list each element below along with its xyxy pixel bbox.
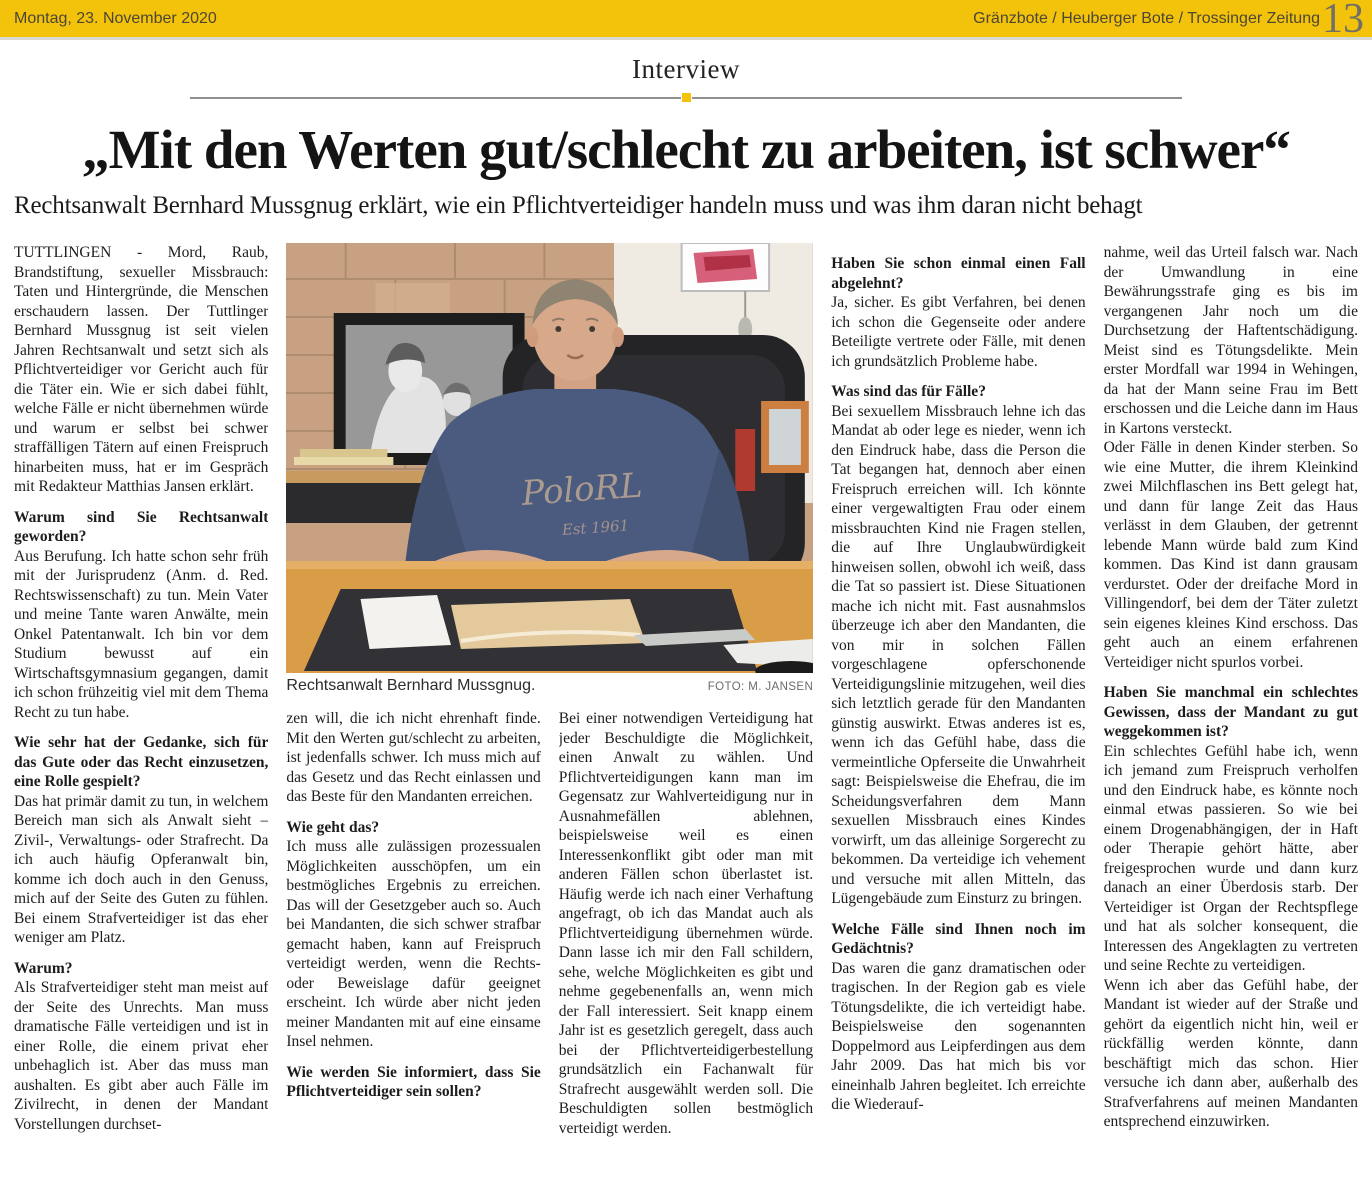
- interview-question: Wie werden Sie informiert, dass Sie Pflichtverteidiger sein sollen?: [286, 1063, 541, 1100]
- article-column-2: [286, 709, 540, 1175]
- page-number: 13: [1322, 0, 1364, 42]
- article-column-5: [1104, 243, 1358, 1175]
- file-folder: [451, 599, 646, 649]
- wall-artwork: [682, 243, 769, 291]
- shirt-print-main: PoloRL: [520, 465, 644, 514]
- kicker-block: [0, 54, 1372, 101]
- desk: [286, 561, 813, 673]
- interview-question: Wie sehr hat der Gedanke, sich für das Gute oder das Recht einzusetzen, eine Rolle gespielt?: [14, 734, 269, 790]
- interview-answer: Als Strafverteidiger steht man meist auf der Seite des Unrechts. Man muss dramatische Fälle verteidigen und ist in einer Rolle, die einem privat eher unbehaglich ist. Aber das muss man aushalten. Es gibt aber auch Fälle im Zivilrecht, in denen der Mandant Vorstellungen durchset-: [14, 979, 269, 1133]
- interview-answer: Ja, sicher. Es gibt Verfahren, bei denen ich schon die Gegenseite oder andere Beteiligte vertrete oder Fälle, mit denen ich grundsätzlich Probleme habe.: [831, 294, 1086, 370]
- article-column-1: [14, 243, 268, 1175]
- interview-answer: Ich muss alle zulässigen prozessualen Möglichkeiten ausschöpfen, um ein bestmögliches Ergebnis zu erreichen. Das will der Gesetzgeber auch so. Auch bei Mandanten, die sich schwer strafbar gemacht haben, kann auf Freispruch verteidigt werden, wenn die Rechts- oder Beweislage dafür geeignet erscheint. Ich würde aber nicht jeden meiner Mandanten mit auf eine einsame Insel nehmen.: [286, 838, 541, 1050]
- article-deck: Rechtsanwalt Bernhard Mussgnug erklärt, wie ein Pflichtverteidiger handeln muss und was ihm daran nicht behagt: [14, 192, 1143, 219]
- interview-answer: Wenn ich aber das Gefühl habe, der Mandant ist wieder auf der Straße und gehört da eigentlich nicht hin, weil er rückfällig werden könnte, dann beschäftigt mich das schon. Hier versuche ich dann aber, außerhalb des Strafverfahrens auf meinen Mandanten entsprechend einzuwirken.: [1103, 976, 1358, 1130]
- interview-answer: Das hat primär damit zu tun, in welchem Bereich man sich als Anwalt sieht – Zivil-, Verwaltungs- oder Strafrecht. Da ich auch häufig Opferanwalt bin, komme ich doch auch in den Genuss, mich auf der Seite des Guten zu fühlen. Bei einem Strafverteidiger ist das eher weniger am Platz.: [14, 792, 269, 946]
- interview-answer: Bei einer notwendigen Verteidigung hat jeder Beschuldigte die Möglichkeit, einen Anwalt zu wählen. Und Pflichtverteidigungen kann man im Gegensatz zur Wahlverteidigung nur in Ausnahmefällen ablehnen, beispielsweise weil es einen Interessenkonflikt gibt oder man mit anderen Fällen schon überlastet ist. Häufig werde ich nach einer Verhaftung angefragt, ob ich das Mandat auch als Pflichtverteidigung übernehmen würde. Dann lasse ich mir den Fall schildern, sehe, welche Möglichkeiten es gibt und nehme gegebenenfalls an, wenn mich der Fall interessiert. Seit knapp einem Jahr ist es gesetzlich geregelt, dass auch bei der Pflichtverteidigerbestellung grundsätzlich ein Fachanwalt für Strafrecht ausgewählt werden soll. Die Beschuldigten sollen bestmöglich verteidigt werden.: [558, 710, 814, 1137]
- kicker-accent-dot: [681, 92, 692, 103]
- masthead-bar: [0, 0, 1372, 40]
- photo-illustration: [286, 243, 813, 673]
- interview-question: Welche Fälle sind Ihnen noch im Gedächtnis?: [831, 920, 1086, 957]
- interview-question: Haben Sie schon einmal einen Fall abgelehnt?: [831, 255, 1086, 292]
- interview-answer: zen will, die ich nicht ehrenhaft finde. Mit den Werten gut/schlecht zu arbeiten, ist jedenfalls schwer. Ich muss mich auf das Gesetz und das Recht einlassen und das Beste für den Mandanten erreichen.: [286, 710, 541, 805]
- interview-answer: Aus Berufung. Ich hatte schon sehr früh mit der Jurisprudenz (Anm. d. Red. Rechtswissenschaft) zu tun. Mein Vater und meine Tante waren Anwälte, mein Onkel Patentanwalt. Ich bin vor dem Studium bewusst auf ein Wirtschaftsgymnasium gegangen, damit ich schon frühzeitig viel mit dem Thema Recht zu tun habe.: [14, 547, 269, 721]
- interview-question: Haben Sie manchmal ein schlechtes Gewissen, dass der Mandant zu gut weggekommen ist?: [1103, 684, 1358, 740]
- kicker-label: Interview: [632, 54, 740, 84]
- article-headline: „Mit den Werten gut/schlecht zu arbeiten, ist schwer“: [82, 119, 1290, 180]
- article-photo: [286, 243, 813, 695]
- interview-question: Wie geht das?: [286, 818, 380, 836]
- interview-question: Warum?: [14, 959, 73, 977]
- papers-left: [361, 595, 451, 649]
- shirt-print-sub: Est 1961: [561, 516, 630, 540]
- interview-answer: Oder Fälle in denen Kinder sterben. So wie eine Mutter, die ihrem Kleinkind zwei Milchflaschen ins Bett gelegt hat, und dann für lange Zeit das Haus verlässt in dem Glauben, der getrennt lebende Mann würde bald zum Kind kommen. Das Kind ist dann grausam verdurstet. Oder der dreifache Mord in Villingendorf, bei dem der Täter zuletzt sein eigenes kleines Kind erschoss. Das geht auch an einem erfahrenen Verteidiger nicht spurlos vorbei.: [1103, 439, 1358, 671]
- photo-credit: FOTO: M. JANSEN: [707, 681, 814, 693]
- interview-answer: Das waren die ganz dramatischen oder tragischen. In der Region gab es viele Tötungsdelikte, die ich verteidigt habe. Beispielsweise den sogenannten Doppelmord aus Leipferdingen aus dem Jahr 2009. Das hat mich bis vor eineinhalb Jahren begleitet. Ich erreichte die Wiederauf-: [831, 959, 1086, 1113]
- article-column-4: [831, 243, 1085, 1175]
- photo-svg: [286, 243, 813, 673]
- article-column-3: [559, 709, 813, 1175]
- issue-date: Montag, 23. November 2020: [14, 9, 217, 27]
- interview-question: Was sind das für Fälle?: [831, 383, 986, 400]
- interview-question: Warum sind Sie Rechtsanwalt geworden?: [14, 508, 269, 545]
- article-body: [14, 243, 1358, 1175]
- interview-answer: nahme, weil das Urteil falsch war. Nach der Umwandlung in eine Bewährungsstrafe ging es bis im vergangenen Jahr noch um die Durchsetzung der Haftentschädigung. Meist sind es Tötungsdelikte. Mein erster Mordfall war 1994 in Wehingen, da hat der Mann seine Frau im Bett erschossen und die Leiche dann im Haus in Kartons versteckt.: [1103, 244, 1358, 437]
- newspaper-names: Gränzbote / Heuberger Bote / Trossinger Zeitung: [973, 9, 1320, 27]
- interview-answer: Ein schlechtes Gefühl habe ich, wenn ich jemand zum Freispruch verholfen und den Eindruck habe, es könnte noch einmal etwas passieren. So wie bei einem Drogenabhängigen, der in Haft oder Therapie gehört hätte, aber freigesprochen wurde und dann kurz danach an einer Überdosis starb. Der Verteidiger ist Organ der Rechtspflege und hat als solcher konsequent, die Interessen des Angeklagten zu vertreten und seine Rechte zu verteidigen.: [1103, 742, 1358, 974]
- article-lead: TUTTLINGEN - Mord, Raub, Brandstiftung, sexueller Missbrauch: Taten und Hintergründe, die Menschen erschaudern lassen. Der Tuttlinger Bernhard Mussgnug ist seit vielen Jahren Rechtsanwalt und setzt sich als Pflichtverteidiger vor Gericht auch für die Täter ein. Wie er sich dabei fühlt, welche Fälle er nicht übernehmen würde und warum er selbst bei schwer straffälligen Tätern auf einen Freispruch hinarbeiten muss, hat er im Gespräch mit Redakteur Matthias Jansen erklärt.: [14, 244, 269, 495]
- kicker-rule: [190, 91, 1182, 101]
- interview-answer: Bei sexuellem Missbrauch lehne ich das Mandat ab oder lege es nieder, wenn ich den Eindruck habe, dass die Person die Tat begangen hat, dennoch aber einen Freispruch erreichen will. Ich könnte einer vergewaltigten Frau oder einem missbrauchten Kind nie Fragen stellen, die auf Ihre Unglaubwürdigkeit hinweisen sollen, obwohl ich weiß, dass die Tat so passiert ist. Diese Situationen mache ich nicht mit. Fast ausnahmslos überzeuge ich aber den Mandanten, die von mir in solchen Fällen vorgeschlagene opferschonende Verteidigungslinie mitzugehen, weil dies sich letztlich gerade für den Mandanten günstig auswirkt. Etwas anderes ist es, wenn ich das Gefühl habe, dass die vermeintliche Opferseite die Unwahrheit sagt: Beispielsweise die Ehefrau, die im Scheidungsverfahren dem Mann sexuellen Missbrauch eines Kindes vorwirft, um das alleinige Sorgerecht zu bekommen. Da verteidige ich vehement und versuche mit allen Mitteln, das Lügengebäude zum Einsturz zu bringen.: [831, 402, 1086, 907]
- photo-caption-row: [286, 677, 813, 695]
- photo-caption: Rechtsanwalt Bernhard Mussgnug.: [286, 677, 536, 694]
